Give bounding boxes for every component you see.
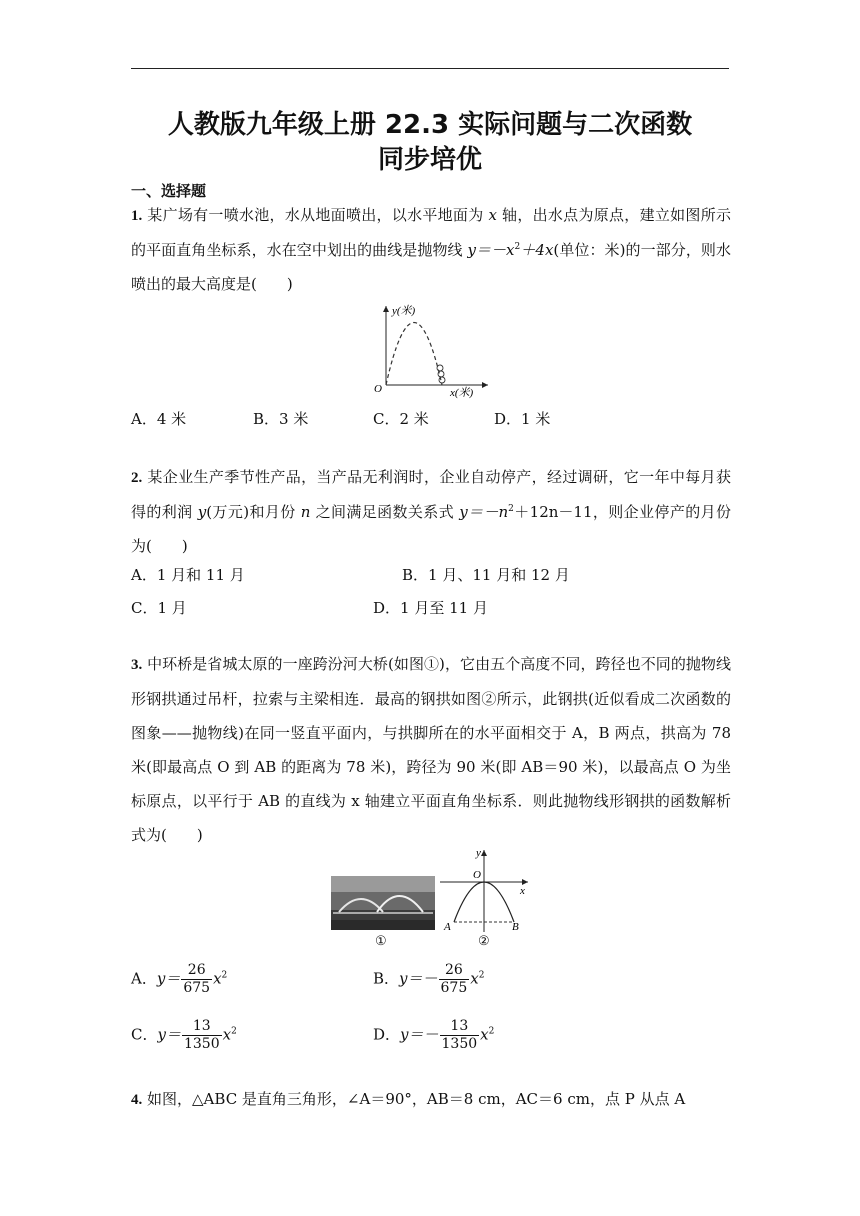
question-1: 1. 某广场有一喷水池，水从地面喷出，以水平地面为 x 轴，出水点为原点，建立如图所示的平面直角坐标系，水在空中划出的曲线是抛物线 $y=-x^2+4x$(单位：米)的一部分，则水喷出的最大高度是( ) — [131, 206, 731, 293]
q2-option-a[interactable]: A．1 月和 11 月 — [131, 566, 245, 584]
fig2-point-b: B — [512, 921, 519, 933]
question-2: 2. 某企业生产季节性产品，当产品无利润时，企业自动停产，经过调研，它一年中每月获得的利润 y(万元)和月份 n 之间满足函数关系式 $y=-n^2+12n-11$，则企业停产的月份为( ) — [131, 468, 731, 555]
q3-option-b[interactable]: B．y＝－ $\frac{26}{675}$ $x^2$ — [373, 962, 485, 996]
q2-option-c[interactable]: C．1 月 — [131, 599, 187, 617]
bridge-photo — [331, 876, 435, 930]
page-subtitle: 同步培优 — [377, 145, 482, 175]
page-title: 人教版九年级上册 22.3 实际问题与二次函数 — [167, 110, 693, 140]
q1-option-d[interactable]: D．1 米 — [494, 410, 551, 428]
question-4-number: 4. — [131, 1092, 143, 1108]
fountain-parabola-figure — [368, 300, 493, 402]
q2-option-d[interactable]: D．1 月至 11 月 — [373, 599, 488, 617]
q1-option-c[interactable]: C．2 米 — [373, 410, 429, 428]
q3-option-d[interactable]: D．y＝－ $\frac{13}{1350}$ $x^2$ — [373, 1018, 495, 1052]
question-2-number: 2. — [131, 470, 143, 486]
fig1-x-label: x(米) — [450, 387, 474, 399]
top-rule — [131, 68, 729, 69]
fig1-origin: O — [374, 383, 382, 395]
fig1-y-label: y(米) — [392, 305, 416, 317]
q1-option-b[interactable]: B．3 米 — [253, 410, 309, 428]
fig2-y-label: y — [476, 847, 481, 859]
section-heading: 一、选择题 — [131, 182, 207, 200]
fig2-point-a: A — [444, 921, 451, 933]
fig2-origin: O — [473, 869, 481, 881]
q1-option-a[interactable]: A．4 米 — [131, 410, 187, 428]
q2-option-b[interactable]: B．1 月、11 月和 12 月 — [402, 566, 570, 584]
arch-parabola-figure — [440, 846, 532, 938]
q3-option-a[interactable]: A．y＝ $\frac{26}{675}$ $x^2$ — [131, 962, 228, 996]
figure-caption-1: ① — [375, 934, 387, 949]
q3-option-c[interactable]: C．y＝ $\frac{13}{1350}$ $x^2$ — [131, 1018, 237, 1052]
fig2-x-label: x — [520, 885, 525, 897]
question-3-number: 3. — [131, 657, 143, 673]
figure-caption-2: ② — [478, 934, 490, 949]
question-3: 3. 中环桥是省城太原的一座跨汾河大桥(如图①)，它由五个高度不同，跨径也不同的抛物线形钢拱通过吊杆，拉索与主梁相连．最高的钢拱如图②所示，此钢拱(近似看成二次函数的图象——抛物线)在同一竖直平面内，与拱脚所在的水平面相交于 A，B 两点，拱高为 78 米(即最高点 O 到 AB 的距离为 78 米)，跨径为 90 米(即 AB＝90 米)，以最高点 O 为坐标原点，以平行于 AB 的直线为 x 轴建立平面直角坐标系．则此抛物线形钢拱的函数解析式为( ) — [131, 655, 731, 844]
question-4: 4. 如图，△ABC 是直角三角形，∠A＝90°，AB＝8 cm，AC＝6 cm，点 P 从点 A — [131, 1090, 686, 1108]
question-1-number: 1. — [131, 208, 143, 224]
